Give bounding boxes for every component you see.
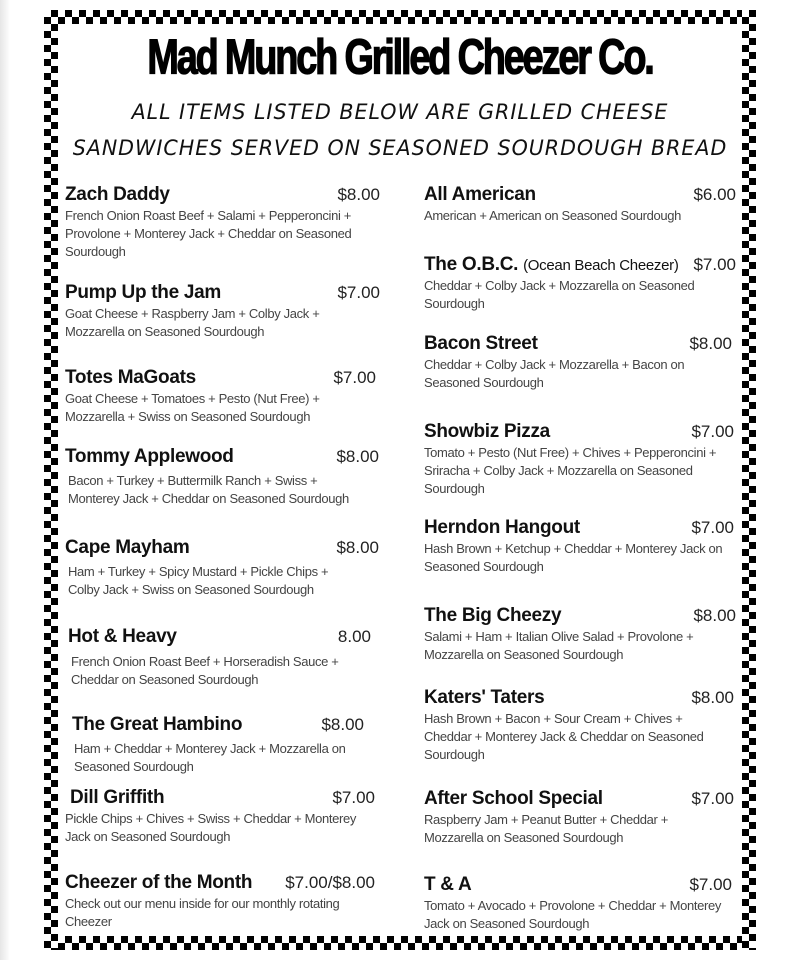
item-name: Tommy Applewood <box>65 446 234 467</box>
item-price: $7.00/$8.00 <box>285 873 375 892</box>
item-name: Bacon Street <box>424 333 538 354</box>
menu-item <box>424 333 732 392</box>
menu-item <box>65 787 375 846</box>
item-price: $7.00 <box>691 789 734 808</box>
item-description: Hash Brown + Bacon + Sour Cream + Chives + Cheddar + Monterey Jack & Cheddar on Seasoned Sourdough <box>424 711 704 762</box>
item-description: Bacon + Turkey + Buttermilk Ranch + Swiss + Monterey Jack + Cheddar on Seasoned Sourdough <box>68 473 349 506</box>
menu-item <box>65 282 380 341</box>
menu-item <box>65 184 380 261</box>
item-name: Zach Daddy <box>65 184 170 205</box>
item-description: Goat Cheese + Raspberry Jam + Colby Jack + Mozzarella on Seasoned Sourdough <box>65 306 320 339</box>
item-price: 8.00 <box>337 627 371 646</box>
item-name: Dill Griffith <box>70 787 165 808</box>
menu-item <box>65 367 376 426</box>
item-name: Showbiz Pizza <box>424 421 550 442</box>
item-price: $8.00 <box>321 715 364 734</box>
item-description: Cheddar + Colby Jack + Mozzarella on Seasoned Sourdough <box>424 278 695 311</box>
checkered-border-top <box>44 10 756 24</box>
menu-subtitle-line1: ALL ITEMS LISTED BELOW ARE GRILLED CHEESE <box>131 100 669 124</box>
item-name-main: The O.B.C. <box>424 254 519 275</box>
menu-item <box>424 788 734 847</box>
item-description: Hash Brown + Ketchup + Cheddar + Monterey Jack on Seasoned Sourdough <box>424 541 723 574</box>
item-description: Cheddar + Colby Jack + Mozzarella + Bacon on Seasoned Sourdough <box>424 357 685 390</box>
item-price: $7.00 <box>332 788 375 807</box>
menu-title: Mad Munch Grilled Cheezer Co. <box>147 30 653 85</box>
item-name: Pump Up the Jam <box>65 282 221 303</box>
item-price: $6.00 <box>693 185 736 204</box>
item-description: Ham + Turkey + Spicy Mustard + Pickle Chips + Colby Jack + Swiss on Seasoned Sourdough <box>68 564 329 597</box>
item-name-suffix: (Ocean Beach Cheezer) <box>523 257 679 274</box>
menu-item <box>424 254 736 313</box>
item-price: $8.00 <box>337 185 380 204</box>
item-name: Katers' Taters <box>424 687 545 708</box>
item-name: T & A <box>424 874 472 895</box>
item-name: Hot & Heavy <box>68 626 177 647</box>
item-name: After School Special <box>424 788 603 809</box>
menu-subtitle-line2: SANDWICHES SERVED ON SEASONED SOURDOUGH BREAD <box>72 136 728 160</box>
item-price: $8.00 <box>693 606 736 625</box>
menu-item <box>65 446 379 508</box>
item-name: Totes MaGoats <box>65 367 196 388</box>
item-price: $7.00 <box>689 875 732 894</box>
item-description: French Onion Roast Beef + Horseradish Sauce + Cheddar on Seasoned Sourdough <box>71 654 339 687</box>
item-description: French Onion Roast Beef + Salami + Pepperoncini + Provolone + Monterey Jack + Cheddar on Seasoned Sourdough <box>65 208 352 259</box>
item-description: Pickle Chips + Chives + Swiss + Cheddar + Monterey Jack on Seasoned Sourdough <box>65 811 357 844</box>
menu-item <box>424 421 734 498</box>
item-description: Raspberry Jam + Peanut Butter + Cheddar + Mozzarella on Seasoned Sourdough <box>424 812 668 845</box>
item-name: The Great Hambino <box>72 714 243 735</box>
item-description: Tomato + Pesto (Nut Free) + Chives + Pepperoncini + Sriracha + Colby Jack + Mozzarella on Seasoned Sourdough <box>424 445 717 496</box>
item-name: Cape Mayham <box>65 537 190 558</box>
item-name: Herndon Hangout <box>424 517 580 538</box>
item-description: Tomato + Avocado + Provolone + Cheddar + Monterey Jack on Seasoned Sourdough <box>424 898 721 931</box>
menu-item <box>424 687 734 764</box>
checkered-border-bottom <box>44 936 756 950</box>
menu-item <box>424 605 736 664</box>
item-price: $8.00 <box>336 538 379 557</box>
menu-item <box>68 626 371 689</box>
item-description: Check out our menu inside for our monthly rotating Cheezer <box>65 896 340 929</box>
item-price: $7.00 <box>693 255 736 274</box>
item-price: $7.00 <box>691 422 734 441</box>
item-description: Goat Cheese + Tomatoes + Pesto (Nut Free) + Mozzarella + Swiss on Seasoned Sourdough <box>65 391 320 424</box>
item-price: $7.00 <box>691 518 734 537</box>
item-price: $8.00 <box>336 447 379 466</box>
menu-item <box>72 714 364 776</box>
item-description: American + American on Seasoned Sourdough <box>424 208 682 223</box>
item-name: All American <box>424 184 536 205</box>
item-name: The Big Cheezy <box>424 605 562 626</box>
menu-item <box>65 537 379 599</box>
item-price: $8.00 <box>691 688 734 707</box>
menu-item <box>424 184 736 225</box>
item-name <box>424 254 679 276</box>
menu-item <box>424 517 734 576</box>
item-name: Cheezer of the Month <box>65 872 253 893</box>
item-price: $7.00 <box>337 283 380 302</box>
item-price: $8.00 <box>689 334 732 353</box>
item-description: Ham + Cheddar + Monterey Jack + Mozzarella on Seasoned Sourdough <box>74 741 346 774</box>
menu-item <box>424 874 732 933</box>
menu-item <box>65 872 375 931</box>
item-price: $7.00 <box>333 368 376 387</box>
item-description: Salami + Ham + Italian Olive Salad + Provolone + Mozzarella on Seasoned Sourdough <box>424 629 694 662</box>
